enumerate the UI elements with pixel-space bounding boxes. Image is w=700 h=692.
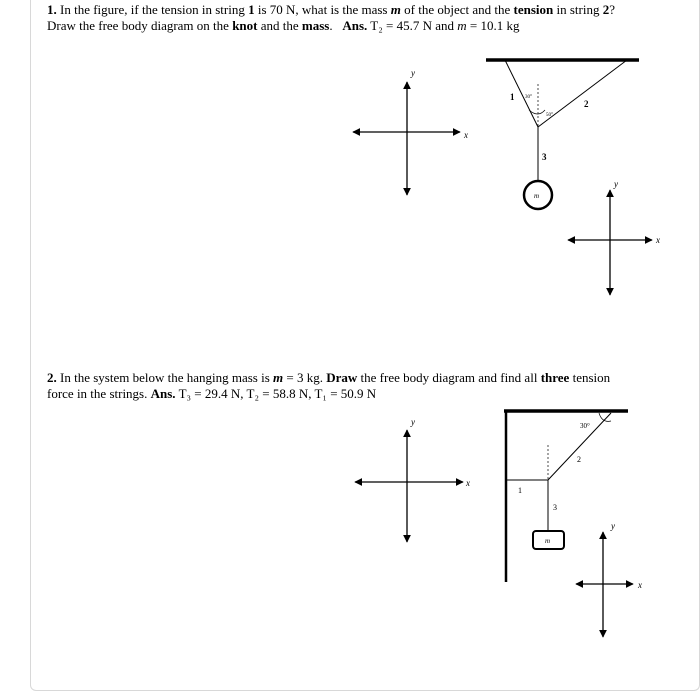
fig1-knot-y-label: y <box>411 68 415 78</box>
fig2-angle-label: 30° <box>580 422 590 430</box>
question-1-line-2: Draw the free body diagram on the knot and the mass. Ans. T₂ = 45.7 N and m = 10.1 kg <box>47 18 520 33</box>
fig1-knot-x-label: x <box>464 130 468 140</box>
fig1-knot-axes <box>353 68 468 195</box>
fig2-knot-y-label: y <box>411 417 415 427</box>
fig1-string-1-label: 1 <box>510 92 515 102</box>
question-1-line-1: 1. In the figure, if the tension in string 1 is 70 N, what is the mass m of the object and the tension in string 2? <box>47 2 616 17</box>
fig1-string-2-label: 2 <box>584 99 589 109</box>
question-2-line-1: 2. In the system below the hanging mass is m = 3 kg. Draw the free body diagram and find all three tension <box>47 370 611 385</box>
fig2-string-2-label: 2 <box>577 455 581 464</box>
fig2-mass-x-label: x <box>638 580 642 590</box>
fig2-mass-label: m <box>545 537 551 545</box>
fig1-mass-axes <box>568 179 660 295</box>
fig1-mass-x-label: x <box>656 235 660 245</box>
fig1-angle-2-label: 50° <box>546 113 553 118</box>
fig1-mass-y-label: y <box>614 179 618 189</box>
fig2-mass-axes <box>576 521 642 637</box>
fig2-mass-y-label: y <box>611 521 615 531</box>
fig1-string-3-label: 3 <box>542 152 547 162</box>
question-2-line-2: force in the strings. Ans. T₃ = 29.4 N, T₂ = 58.8 N, T₁ = 50.9 N <box>47 386 377 401</box>
fig2-string-3-label: 3 <box>553 503 557 512</box>
fig1-angle-1-label: 30° <box>525 95 532 100</box>
fig2-setup <box>504 410 628 582</box>
fig2-knot-x-label: x <box>466 478 470 488</box>
fig2-string-1-label: 1 <box>518 486 522 495</box>
fig1-mass-label: m <box>534 192 540 200</box>
fig2-knot-axes <box>355 417 470 542</box>
